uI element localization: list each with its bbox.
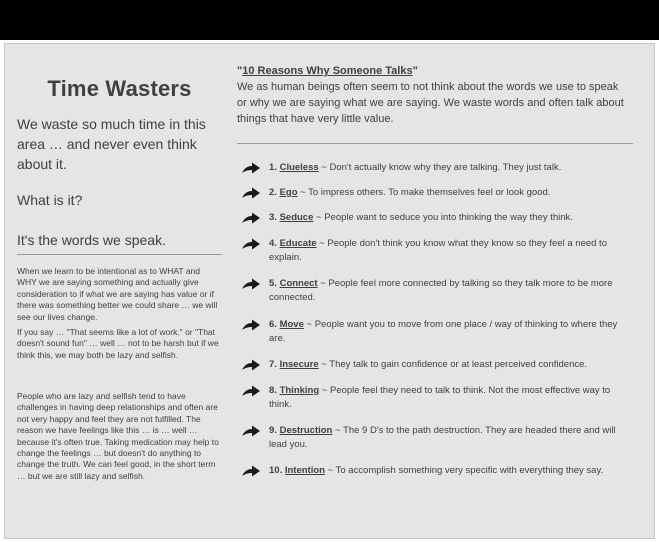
item-number: 7. xyxy=(269,359,277,370)
intro-text: We waste so much time in this area … and never even think about it. xyxy=(17,116,206,172)
right-arrow-icon xyxy=(241,238,261,252)
item-description: ~ To impress others. To make themselves feel or look good. xyxy=(297,187,551,198)
right-arrow-icon xyxy=(241,162,261,176)
page xyxy=(0,40,659,542)
item-keyword: Move xyxy=(279,319,304,330)
item-number: 1. xyxy=(269,162,277,173)
list-item-text xyxy=(269,186,629,200)
item-description: ~ People want you to move from one place / way of thinking to where they are. xyxy=(269,319,618,344)
list-item-text xyxy=(269,358,629,372)
item-keyword: Intention xyxy=(284,465,325,476)
reasons-title xyxy=(237,65,418,77)
title-quote-close: " xyxy=(412,65,418,77)
right-divider xyxy=(237,143,633,144)
item-description: ~ People feel they need to talk to think. Not the most effective way to think. xyxy=(269,385,611,410)
item-keyword: Connect xyxy=(279,278,318,289)
paragraph-relationships: People who are lazy and selfish tend to have challenges in having deep relationships and often are not very happy and feel they are not fulfilled. The reason we have feelings like this … is … well … because it's often true. Taking medication may help to change the feelings … but doesn't do anything to change the truth. We can feel good, in the short term … but we are still lazy and selfish. xyxy=(17,391,219,481)
item-description: ~ Don't actually know why they are talking. They just talk. xyxy=(318,162,562,173)
page-title: Time Wasters xyxy=(47,76,192,101)
paragraph-lazy-selfish: If you say … "That seems like a lot of work." or "That doesn't sound fun" … well … not to be harsh but if we think this, we may both be lazy and selfish. xyxy=(17,327,219,360)
item-number: 2. xyxy=(269,187,277,198)
item-keyword: Destruction xyxy=(279,425,333,436)
right-arrow-icon xyxy=(241,212,261,226)
right-arrow-icon xyxy=(241,359,261,373)
item-description: ~ People don't think you know what they know so they feel a need to explain. xyxy=(269,238,607,263)
reasons-title-text: 10 Reasons Why Someone Talks xyxy=(242,65,413,77)
title-quote-open: " xyxy=(237,65,243,77)
content-panel xyxy=(4,43,655,539)
list-item-text xyxy=(269,277,629,305)
list-item-text xyxy=(269,384,629,412)
item-keyword: Clueless xyxy=(279,162,319,173)
item-description: ~ The 9 D's to the path destruction. They are headed there and will lead you. xyxy=(269,425,616,450)
what-is-it-heading: What is it? xyxy=(17,192,83,208)
right-arrow-icon xyxy=(241,385,261,399)
list-item-text xyxy=(269,424,629,452)
right-arrow-icon xyxy=(241,425,261,439)
item-number: 5. xyxy=(269,278,277,289)
list-item-text xyxy=(269,161,629,175)
list-item-text xyxy=(269,318,629,346)
reasons-intro: We as human beings often seem to not think about the words we use to speak or why we are saying what we are saying. We waste words and often talk about things that have very little value. xyxy=(237,81,624,125)
item-number: 3. xyxy=(269,212,277,223)
list-item-text xyxy=(269,464,629,478)
item-keyword: Seduce xyxy=(279,212,314,223)
left-divider xyxy=(17,254,222,255)
right-arrow-icon xyxy=(241,319,261,333)
list-item-text xyxy=(269,237,629,265)
item-description: ~ People feel more connected by talking so they talk more to be more connected. xyxy=(269,278,613,303)
paragraph-intentional: When we learn to be intentional as to WHAT and WHY we are saying something and actually give consideration to if what we are saying has value or if there was something better we could share … we will see our lives change. xyxy=(17,266,218,322)
list-item-text xyxy=(269,211,629,225)
item-keyword: Thinking xyxy=(279,385,320,396)
item-number: 8. xyxy=(269,385,277,396)
item-description: ~ To accomplish something very specific with everything they say. xyxy=(324,465,604,476)
right-arrow-icon xyxy=(241,465,261,479)
item-number: 4. xyxy=(269,238,277,249)
item-number: 6. xyxy=(269,319,277,330)
item-description: ~ They talk to gain confidence or at least perceived confidence. xyxy=(318,359,588,370)
right-arrow-icon xyxy=(241,187,261,201)
item-keyword: Educate xyxy=(279,238,317,249)
item-keyword: Insecure xyxy=(279,359,319,370)
item-description: ~ People want to seduce you into thinking the way they think. xyxy=(313,212,573,223)
words-we-speak-heading: It's the words we speak. xyxy=(17,232,166,248)
item-keyword: Ego xyxy=(279,187,298,198)
item-number: 9. xyxy=(269,425,277,436)
right-arrow-icon xyxy=(241,278,261,292)
item-number: 10. xyxy=(269,465,283,476)
